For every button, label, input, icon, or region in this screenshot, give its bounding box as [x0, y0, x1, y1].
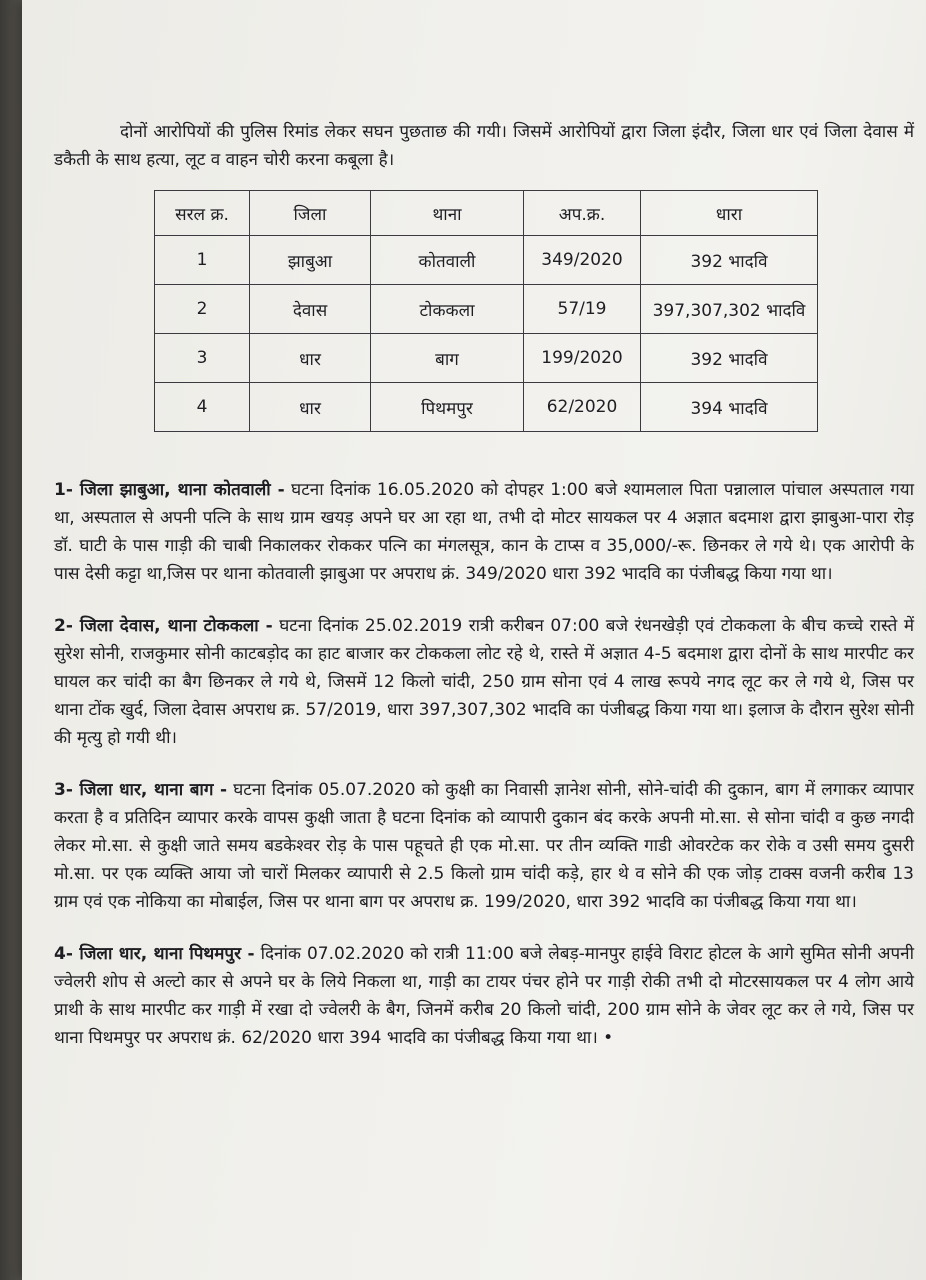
cell-serial: 3 [155, 334, 250, 383]
cell-district: देवास [250, 285, 371, 334]
cell-serial: 2 [155, 285, 250, 334]
cell-district: धार [250, 383, 371, 432]
cell-police-station: बाग [371, 334, 524, 383]
cell-section: 394 भादवि [641, 383, 818, 432]
table-row [155, 334, 818, 383]
cell-police-station: पिथमपुर [371, 383, 524, 432]
cell-district: झाबुआ [250, 236, 371, 285]
case-heading: 1- जिला झाबुआ, थाना कोतवाली - [54, 480, 285, 500]
document-page [22, 0, 926, 1280]
cell-crime-number: 199/2020 [524, 334, 641, 383]
case-heading: 4- जिला धार, थाना पिथमपुर - [54, 944, 255, 964]
table-header-row [155, 191, 818, 236]
case-paragraph-jhabua [54, 476, 914, 588]
case-body: दिनांक 07.02.2020 को रात्री 11:00 बजे लेबड़-मानपुर हाईवे विराट होटल के आगे सुमित सोनी अपनी ज्वेलरी शोप से अल्टो कार से अपने घर के लिये निकला था, गाड़ी का टायर पंचर होने पर गाड़ी रोकी तभी दो मोटरसायकल पर 4 लोग आये प्राथी के साथ मारपीट कर गाड़ी में रखा दो ज्वेलरी के बैग, जिनमें करीब 20 किलो चांदी, 200 ग्राम सोने के जेवर लूट कर ले गये, जिस पर थाना पिथमपुर पर अपराध क्रं. 62/2020 धारा 394 भादवि का पंजीबद्ध किया गया था। • [54, 944, 914, 1048]
cell-crime-number: 349/2020 [524, 236, 641, 285]
cell-section: 392 भादवि [641, 334, 818, 383]
case-paragraph-pithampur [54, 940, 914, 1052]
header-police-station: थाना [371, 191, 524, 236]
cell-serial: 1 [155, 236, 250, 285]
header-crime-number: अप.क्र. [524, 191, 641, 236]
case-heading: 2- जिला देवास, थाना टोककला - [54, 616, 273, 636]
cell-crime-number: 62/2020 [524, 383, 641, 432]
table-row [155, 236, 818, 285]
case-heading: 3- जिला धार, थाना बाग - [54, 780, 228, 800]
cell-section: 397,307,302 भादवि [641, 285, 818, 334]
intro-paragraph: दोनों आरोपियों की पुलिस रिमांड लेकर सघन पुछताछ की गयी। जिसमें आरोपियों द्वारा जिला इंदौर, जिला धार एवं जिला देवास में डकैती के साथ हत्या, लूट व वाहन चोरी करना कबूला है। [54, 122, 914, 170]
case-body: घटना दिनांक 16.05.2020 को दोपहर 1:00 बजे श्यामलाल पिता पन्नालाल पांचाल अस्पताल गया था, अस्पताल से अपनी पत्नि के साथ ग्राम खयड़ अपने घर आ रहा था, तभी दो मोटर सायकल पर 4 अज्ञात बदमाश द्वारा झाबुआ-पारा रोड़ डॉ. घाटी के पास गाड़ी की चाबी निकालकर रोककर पत्नि का मंगलसूत्र, कान के टाप्स व 35,000/-रू. छिनकर ले गये थे। एक आरोपी के पास देसी कट्टा था,जिस पर थाना कोतवाली झाबुआ पर अपराध क्रं. 349/2020 धारा 392 भादवि का पंजीबद्ध किया गया था। [54, 480, 914, 584]
table-row [155, 285, 818, 334]
case-table [154, 190, 818, 432]
document-content [54, 118, 914, 1052]
case-body: घटना दिनांक 25.02.2019 रात्री करीबन 07:00 बजे रंधनखेड़ी एवं टोककला के बीच कच्चे रास्ते में सुरेश सोनी, राजकुमार सोनी काटबड़ोद का हाट बाजार कर टोककला लोट रहे थे, रास्ते में अज्ञात 4-5 बदमाश द्वारा दोनों के साथ मारपीट कर घायल कर चांदी का बैग छिनकर ले गये थे, जिसमें 12 किलो चांदी, 250 ग्राम सोना एवं 4 लाख रूपये नगद लूट कर ले गये थे, जिस पर थाना टोंक खुर्द, जिला देवास अपराध क्र. 57/2019, धारा 397,307,302 भादवि का पंजीबद्ध किया गया था। इलाज के दौरान सुरेश सोनी की मृत्यु हो गयी थी। [54, 616, 914, 748]
header-district: जिला [250, 191, 371, 236]
case-body: घटना दिनांक 05.07.2020 को कुक्षी का निवासी ज्ञानेश सोनी, सोने-चांदी की दुकान, बाग में लगाकर व्यापार करता है व प्रतिदिन व्यापार करके वापस कुक्षी जाता है घटना दिनांक को व्यापारी दुकान बंद करके अपनी मो.सा. से सोना चांदी व कुछ नगदी लेकर मो.सा. से कुक्षी जाते समय बडकेश्वर रोड़ के पास पहूचते ही एक मो.सा. पर तीन व्यक्ति गाडी ओवरटेक कर रोके व उसी समय दुसरी मो.सा. पर एक व्यक्ति आया जो चारों मिलकर व्यापारी से 2.5 किलो ग्राम चांदी कड़े, हार थे व सोने की एक जोड़ टाक्स वजनी करीब 13 ग्राम एवं एक नोकिया का मोबाईल, जिस पर थाना बाग पर अपराध क्र. 199/2020, धारा 392 भादवि का पंजीबद्ध किया गया था। [54, 780, 914, 912]
header-serial: सरल क्र. [155, 191, 250, 236]
case-paragraph-dewas [54, 612, 914, 752]
case-paragraph-bagh [54, 776, 914, 916]
cell-police-station: टोककला [371, 285, 524, 334]
cell-police-station: कोतवाली [371, 236, 524, 285]
table-row [155, 383, 818, 432]
header-section: धारा [641, 191, 818, 236]
cell-crime-number: 57/19 [524, 285, 641, 334]
cell-section: 392 भादवि [641, 236, 818, 285]
cell-serial: 4 [155, 383, 250, 432]
cell-district: धार [250, 334, 371, 383]
